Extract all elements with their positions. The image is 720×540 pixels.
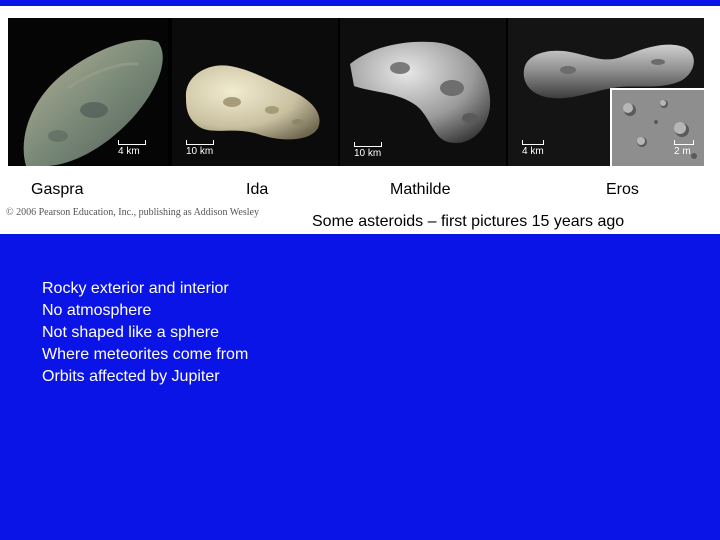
scale-bar-mathilde: 10 km	[354, 142, 382, 160]
image-caption: Some asteroids – first pictures 15 years ago	[312, 213, 625, 230]
asteroid-photo-strip	[8, 18, 704, 166]
scale-bar-ida: 10 km	[186, 140, 214, 158]
bullet-list	[42, 278, 248, 388]
bullet-item: Where meteorites come from	[42, 346, 249, 363]
bullet-item: Not shaped like a sphere	[42, 324, 219, 341]
asteroid-name-gaspra: Gaspra	[31, 181, 84, 198]
scale-bar-eros: 4 km	[522, 140, 544, 158]
asteroid-name-mathilde: Mathilde	[390, 181, 451, 198]
asteroid-name-eros: Eros	[606, 181, 639, 198]
bullet-item: Orbits affected by Jupiter	[42, 368, 220, 385]
bullet-item: Rocky exterior and interior	[42, 280, 229, 297]
asteroid-name-ida: Ida	[246, 181, 269, 198]
bullet-item: No atmosphere	[42, 302, 152, 319]
scale-bar-eros-closeup: 2 m	[674, 140, 694, 158]
scale-bar-gaspra: 4 km	[118, 140, 146, 158]
copyright-notice: © 2006 Pearson Education, Inc., publishing as Addison Wesley	[6, 207, 259, 218]
